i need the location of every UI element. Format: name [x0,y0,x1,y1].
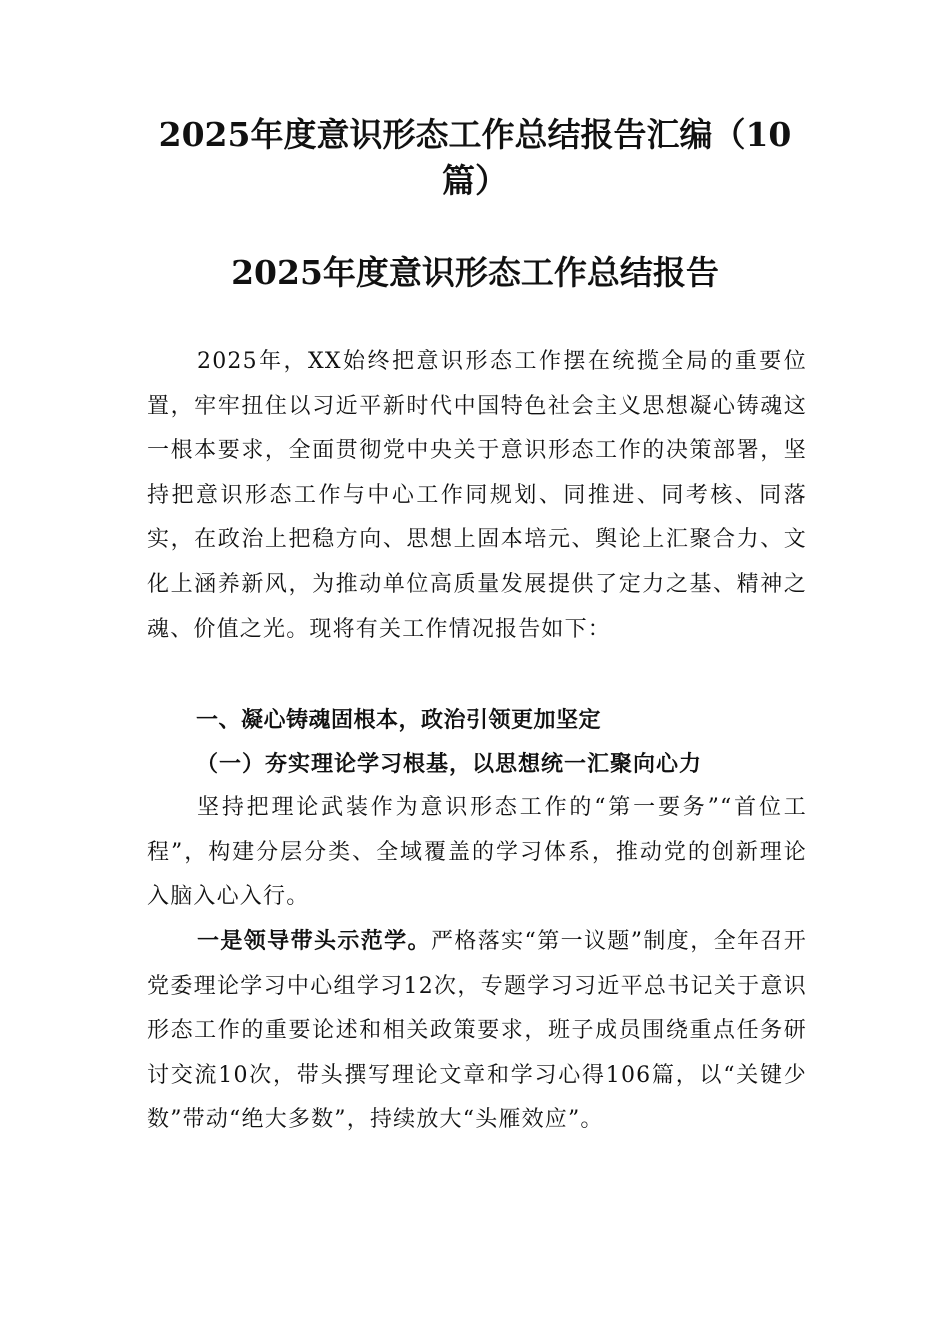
point-text: 严格落实“第一议题”制度，全年召开党委理论学习中心组学习12次，专题学习习近平总书记关于意识形态工作的重要论述和相关政策要求，班子成员围绕重点任务研讨交流10次，带头撰写理论文章和学习心得106篇，以“关键少数”带动“绝大多数”，持续放大“头雁效应”。 [147,929,807,1133]
section-heading: 一、凝心铸魂固根本，政治引领更加坚定 [196,708,602,733]
document-title: 2025年度意识形态工作总结报告汇编（10篇） [158,115,792,200]
point-lead: 一是领导带头示范学。 [197,929,431,954]
intro-paragraph: 2025年，XX始终把意识形态工作摆在统揽全局的重要位置，牢牢扭住以习近平新时代中国特色社会主义思想凝心铸魂这一根本要求，全面贯彻党中央关于意识形态工作的决策部署，坚持把意识形态工作与中心工作同规划、同推进、同考核、同落实，在政治上把稳方向、思想上固本培元、舆论上汇聚合力、文化上涵养新风，为推动单位高质量发展提供了定力之基、精神之魂、价值之光。现将有关工作情况报告如下： [147,349,807,642]
point-paragraph [147,920,807,1143]
subsection-heading: （一）夯实理论学习根基，以思想统一汇聚向心力 [196,751,703,777]
subsection-paragraph: 坚持把理论武装作为意识形态工作的“第一要务”“首位工程”，构建分层分类、全域覆盖的学习体系，推动党的创新理论入脑入心入行。 [147,795,807,910]
document-subtitle: 2025年度意识形态工作总结报告 [231,253,719,292]
